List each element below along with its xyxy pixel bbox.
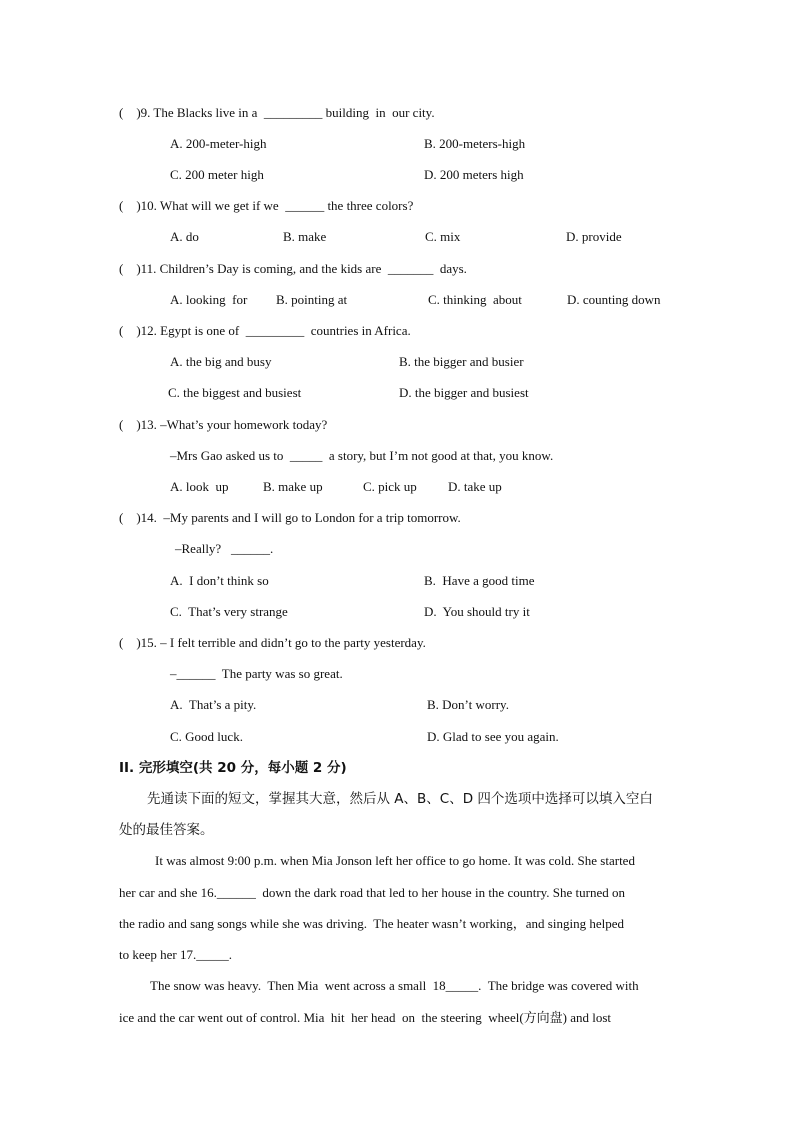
question-9-option-c: C. 200 meter high [170,167,264,182]
question-12-option-c: C. the biggest and busiest [168,385,302,400]
question-11-option-d: D. counting down [567,292,661,307]
question-15-option-c: C. Good luck. [170,729,243,744]
question-11-option-a: A. looking for [170,292,248,307]
question-13-dialogue: –Mrs Gao asked us to _____ a story, but I’m not good at that, you know. [170,448,554,463]
question-14-option-c: C. That’s very strange [170,604,288,619]
question-9-stem: ( )9. The Blacks live in a _________ building in our city. [119,105,435,120]
question-15-option-b: B. Don’t worry. [427,697,509,712]
question-14-option-a: A. I don’t think so [170,573,269,588]
question-14-stem: ( )14. –My parents and I will go to London for a trip tomorrow. [119,510,461,525]
question-14-dialogue: –Really? ______. [175,541,274,556]
question-13-stem: ( )13. –What’s your homework today? [119,417,328,432]
question-10-option-c: C. mix [425,229,461,244]
question-9-option-b: B. 200-meters-high [424,136,526,151]
passage-paragraph-1-line-1: It was almost 9:00 p.m. when Mia Jonson left her office to go home. It was cold. She started [155,853,635,868]
question-11-option-b: B. pointing at [276,292,348,307]
passage-paragraph-1-line-3: the radio and sang songs while she was driving. The heater wasn’t working，and singing helped [119,916,624,931]
question-9-option-a: A. 200-meter-high [170,136,267,151]
passage-paragraph-2-line-2: ice and the car went out of control. Mia hit her head on the steering wheel(方向盘) and lost [119,1010,612,1025]
passage-paragraph-1-line-2: her car and she 16.______ down the dark road that led to her house in the country. She turned on [119,885,626,900]
question-15-option-a: A. That’s a pity. [170,697,257,712]
section-2-instruction-line-1: 先通读下面的短文，掌握其大意，然后从 A、B、C、D 四个选项中选择可以填入空白 [147,791,653,807]
question-15-option-d: D. Glad to see you again. [427,729,559,744]
question-13-option-c: C. pick up [363,479,417,494]
question-12-option-a: A. the big and busy [170,354,272,369]
question-11-stem: ( )11. Children’s Day is coming, and the kids are _______ days. [119,261,467,276]
passage-paragraph-1-line-4: to keep her 17._____. [119,947,233,962]
question-15-stem: ( )15. – I felt terrible and didn’t go to the party yesterday. [119,635,426,650]
question-13-option-a: A. look up [170,479,229,494]
question-12-option-b: B. the bigger and busier [399,354,524,369]
section-2-title: II. 完形填空(共 20 分，每小题 2 分) [119,760,347,776]
section-2-instruction-line-2: 处的最佳答案。 [119,822,214,838]
question-10-option-a: A. do [170,229,199,244]
question-12-stem: ( )12. Egypt is one of _________ countries in Africa. [119,323,411,338]
passage-paragraph-2-line-1: The snow was heavy. Then Mia went across a small 18_____. The bridge was covered with [150,978,639,993]
question-14-option-b: B. Have a good time [424,573,535,588]
question-10-stem: ( )10. What will we get if we ______ the three colors? [119,198,414,213]
question-9-option-d: D. 200 meters high [424,167,524,182]
question-10-option-b: B. make [283,229,327,244]
question-10-option-d: D. provide [566,229,622,244]
question-15-dialogue: –______ The party was so great. [170,666,343,681]
question-11-option-c: C. thinking about [428,292,522,307]
question-13-option-b: B. make up [263,479,323,494]
question-14-option-d: D. You should try it [424,604,530,619]
question-13-option-d: D. take up [448,479,502,494]
question-12-option-d: D. the bigger and busiest [399,385,529,400]
